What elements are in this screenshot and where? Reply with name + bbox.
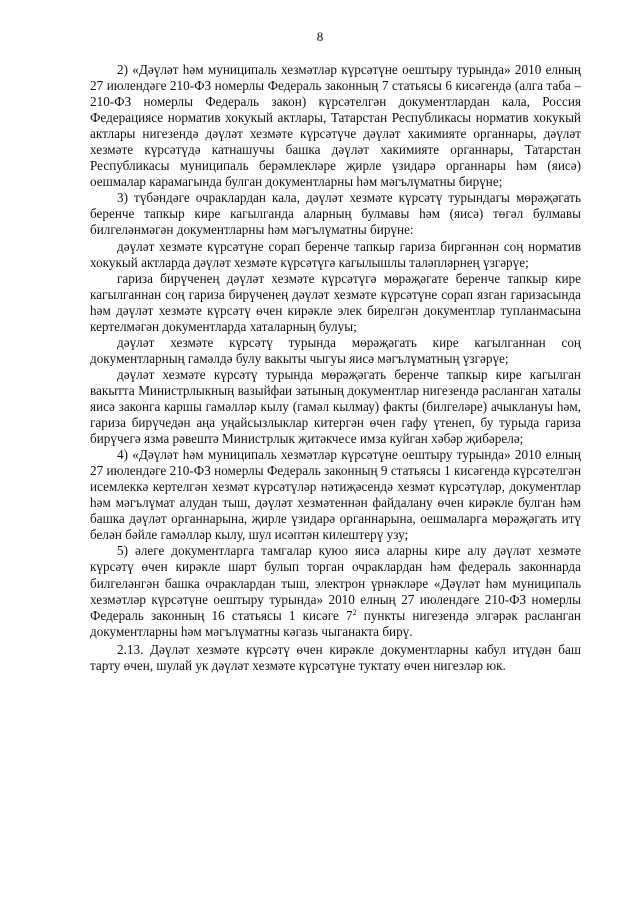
paragraph-section-2-13: 2.13. Дәүләт хезмәте күрсәтү өчен кирәкле документларны кабул итүдән баш тарту өчен, шулай ук дәүләт хезмәте күрсәтүне туктату өчен нигезләр юк. <box>90 641 581 673</box>
paragraph-document-errors: гариза бирүченең дәүләт хезмәте күрсәтүгә мөрәҗәгате беренче тапкыр кире кагылганнан соң гариза бирүченең дәүләт хезмәте күрсәтүне сорап язган гаризасында һәм дәүләт хезмәте күрсәтү өчен кирәкле элек бирелгән документлар тупланмасына кертелмәгән документларда хаталарның булуы; <box>90 270 581 334</box>
page-number: 8 <box>316 29 324 44</box>
paragraph-item-3: 3) түбәндәге очраклардан кала, дәүләт хезмәте күрсәтү турындагы мөрәҗәгать беренче тапкыр кире кагылганда аларның булмавы һәм (яисә) төгәл булмавы билгеләнмәгән документларны һәм мәгълүматны бирүне: <box>90 190 581 238</box>
paragraph-item-5 <box>90 543 581 639</box>
paragraph-item-2: 2) «Дәүләт һәм муниципаль хезмәтләр күрсәтүне оештыру турында» 2010 елның 27 июлендәге 210-ФЗ номерлы Федераль законның 7 статьясы 6 кисәгендә (алга таба – 210-ФЗ номерлы Федераль закон) күрсәтелгән документлардан кала, Россия Федерациясе норматив хокукый актлары, Татарстан Республикасы норматив хокукый актлары нигезендә дәүләт хезмәте күрсәтүче дәүләт хакимияте органнары, дәүләт хезмәте күрсәтүдә катнашучы башка дәүләт хакимияте органнары, Татарстан Республикасы муниципаль берәмлекләре җирле үзидарә органнары һәм (яисә) оешмалар карамагында булган документларны һәм мәгълүматны бирүне; <box>90 62 581 190</box>
paragraph-item-4: 4) «Дәүләт һәм муниципаль хезмәтләр күрсәтүне оештыру турында» 2010 елның 27 июлендәге 210-ФЗ номерлы Федераль законның 9 статьясы 1 кисәгендә күрсәтелгән исемлеккә кертелгән хезмәт күрсәтүләр нәтиҗәсендә хезмәт күрсәтүләр, документлар һәм мәгълүмат алудан тыш, дәүләт хезмәтеннән файдалану өчен кирәкле булган һәм башка дәүләт органнарына, җирле үзидарә органнарына, оешмаларга мөрәҗәгать итү белән бәйле гамәлләр кылу, шул исәптән килештерү узу; <box>90 447 581 543</box>
paragraph-item-5-text-after: пункты нигезендә элгәрәк расланган документларны һәм мәгълүматны кәгазь чыганакта бирү. <box>90 607 581 639</box>
paragraph-requirements-change: дәүләт хезмәте күрсәтүне сорап беренче тапкыр гариза биргәннән соң норматив хокукый актларда дәүләт хезмәте күрсәтүгә кагылышлы таләпләрнең үзгәрүе; <box>90 238 581 270</box>
paragraph-item-5-superscript: 2 <box>352 607 357 617</box>
paragraph-item-5-text-before: 5) әлеге документларга тамгалар куюо яисә аларны кире алу дәүләт хезмәте күрсәтү өчен кирәкле шарт булып торган очраклардан һәм федераль законнарда билгеләнгән башка очраклардан тыш, электрон үрнәкләре «Дәүләт һәм муниципаль хезмәтләр күрсәтүне оештыру турында» 2010 елның 27 июлендәге 210-ФЗ номерлы Федераль законның 16 статьясы 1 кисәге 7 <box>90 543 581 623</box>
document-body <box>90 62 581 674</box>
paragraph-document-expiry: дәүләт хезмәте күрсәтү турында мөрәҗәгать кире кагылганнан соң документларның гамәлдә булу вакыты чыгуы яисә мәгълүматның үзгәрүе; <box>90 334 581 366</box>
paragraph-official-errors: дәүләт хезмәте күрсәтү турында мөрәҗәгать беренче тапкыр кире кагылган вакытта Министрлыкның вазыйфаи затының документлар нигезендә расланган хаталы яисә законга каршы гамәлләр кылу (гамәл кылмау) факты (билгеләре) ачыклануы һәм, гариза бирүчедән аңа уңайсызлыклар китергән өчен гафу үтенеп, бу турыда гариза бирүчегә язма рәвештә Министрлык җитәкчесе имза куйган хәбәр җибәрелә; <box>90 366 581 447</box>
